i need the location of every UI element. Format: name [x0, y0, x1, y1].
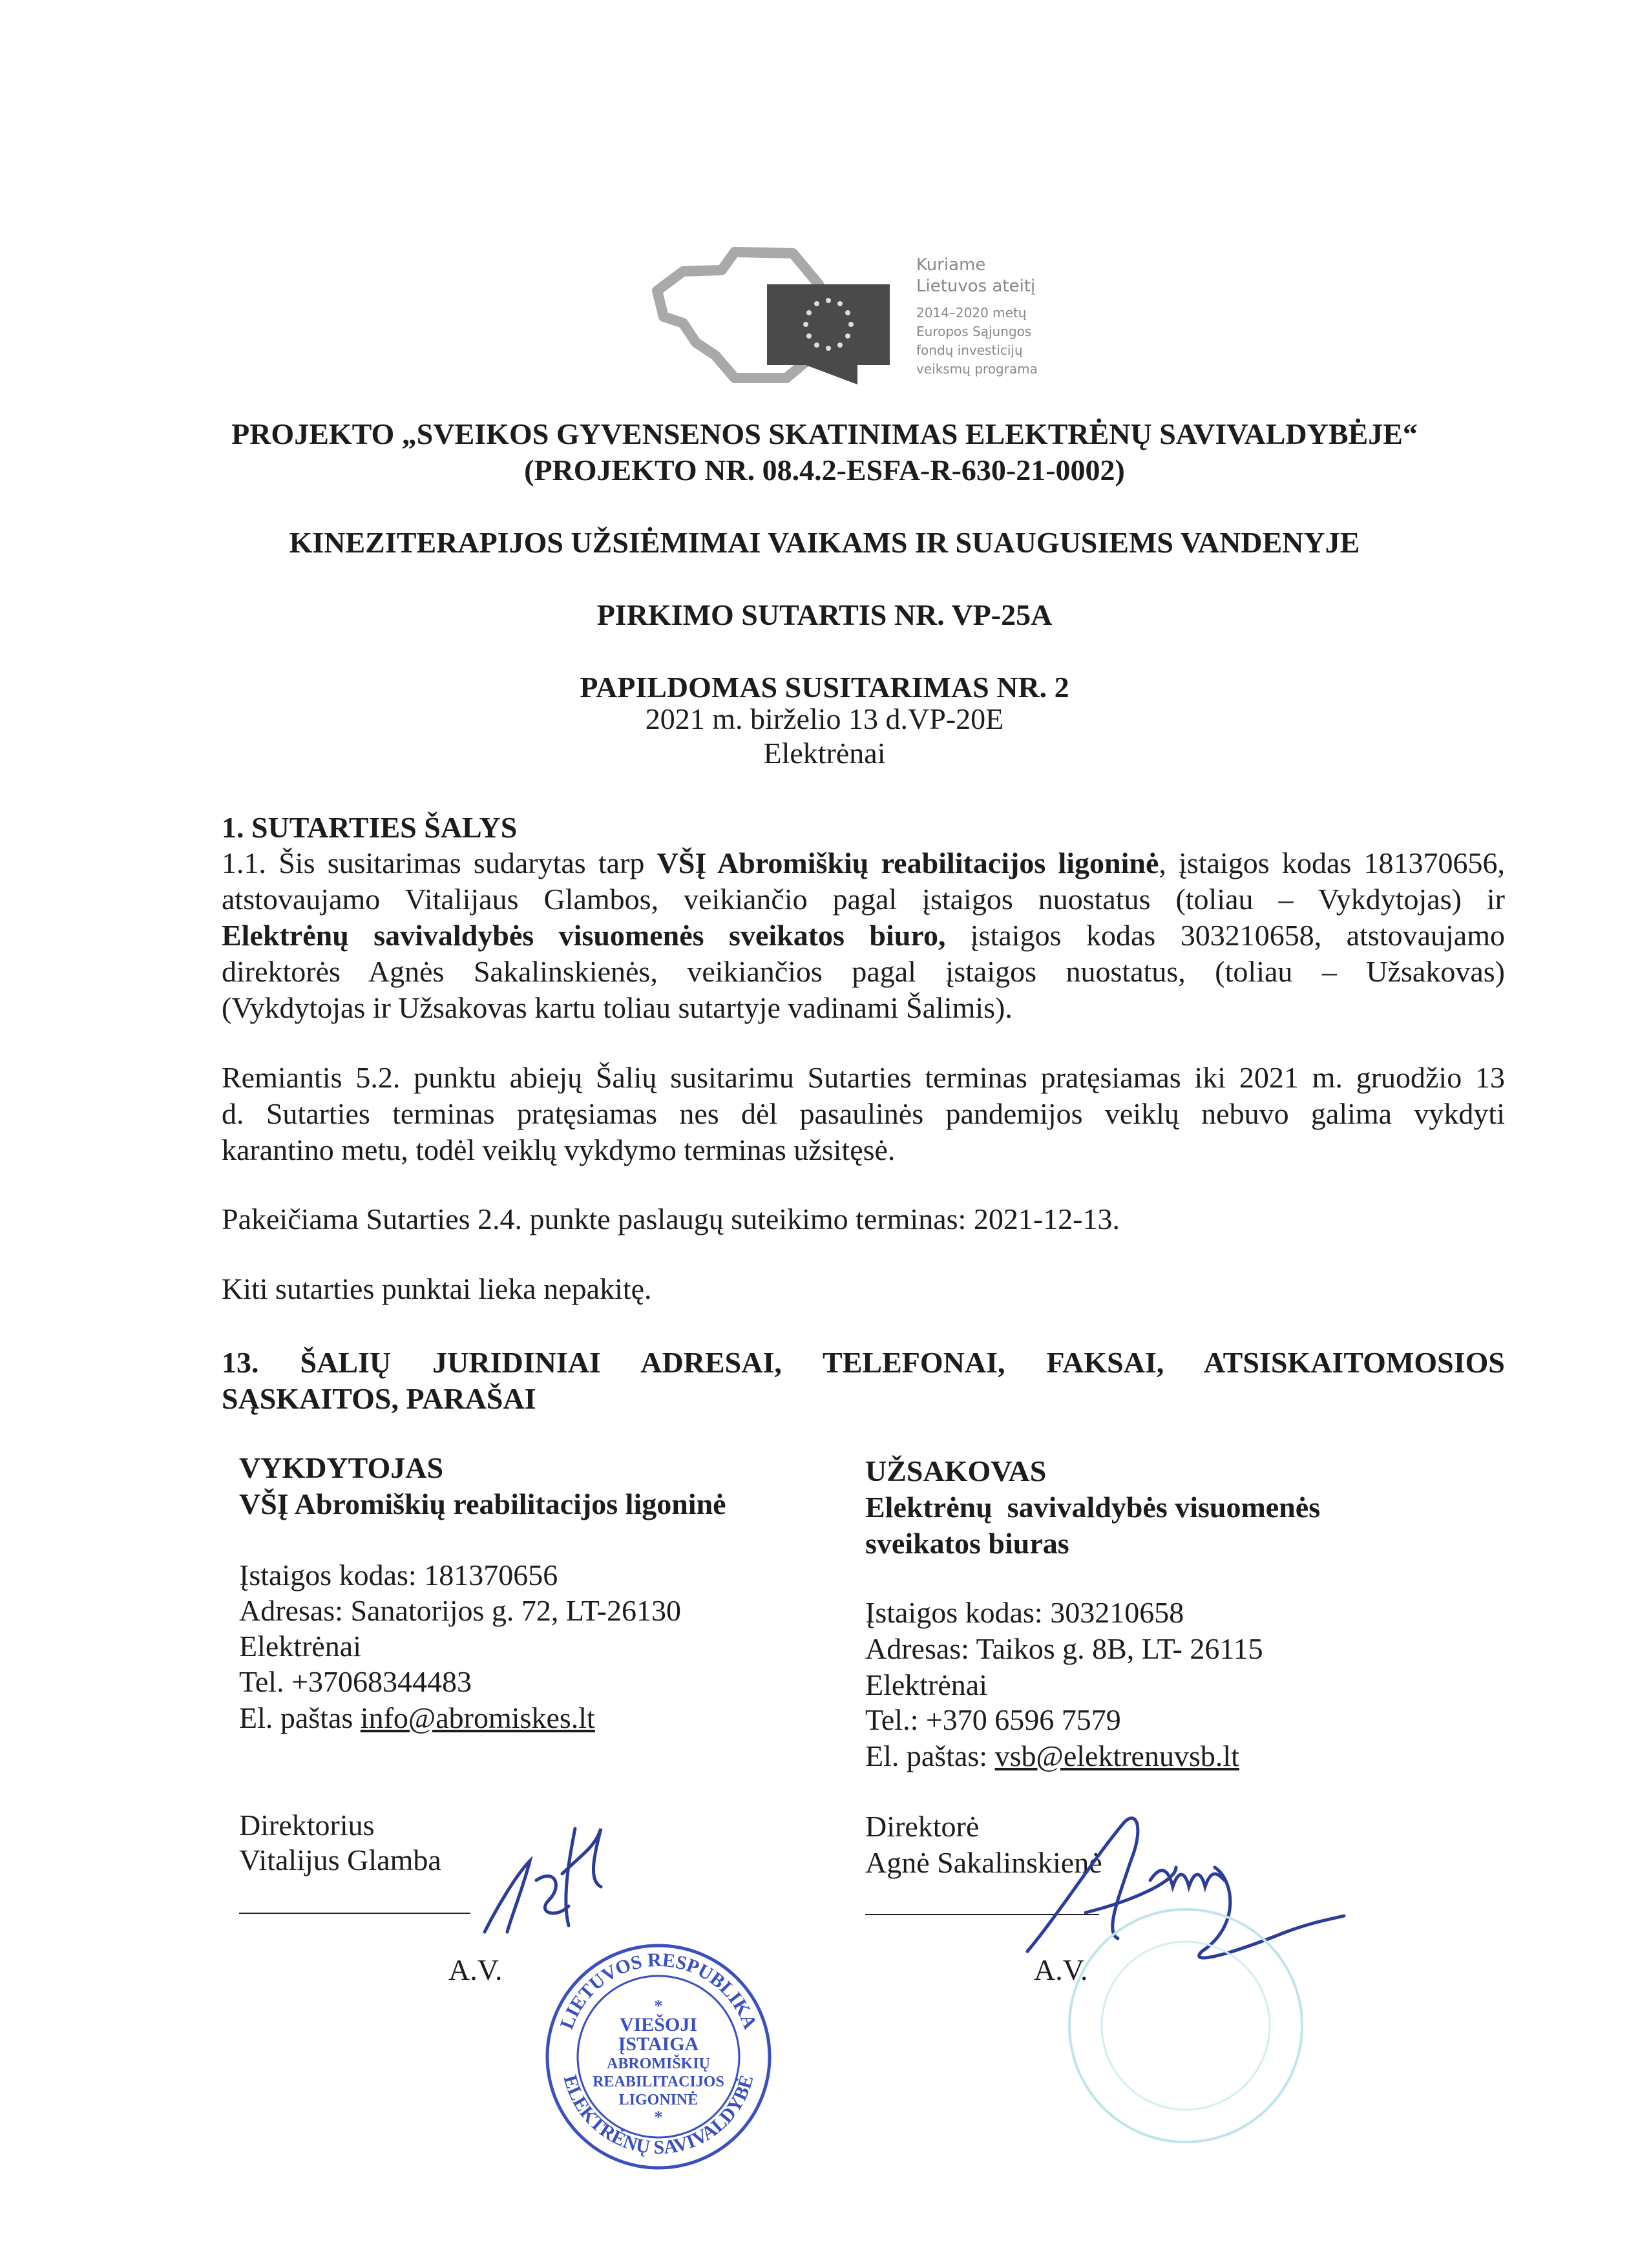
- text: d. Sutarties terminas pratęsiamas nes dėl pasaulinės pandemijos veiklų nebuvo galima vykdyti: [222, 1097, 1505, 1130]
- stamp-outer-top: LIETUVOS RESPUBLIKA: [556, 1949, 761, 2032]
- logo-text-4: Europos Sąjungos: [916, 324, 1032, 339]
- executor-title: Direktorius: [239, 1809, 375, 1842]
- remaining-paragraph: Kiti sutarties punktai lieka nepakitę.: [222, 1272, 652, 1305]
- text: 1.1. Šis susitarimas sudarytas tarp: [222, 846, 657, 879]
- executor-signer: Vitalijus Glamba: [239, 1843, 441, 1876]
- logo-text-3: 2014–2020 metų: [916, 305, 1027, 320]
- change-paragraph: Pakeičiama Sutarties 2.4. punkte paslaugų suteikimo terminas: 2021-12-13.: [222, 1202, 1120, 1235]
- paragraph-line: [222, 990, 1505, 1026]
- executor-role: VYKDYTOJAS: [239, 1451, 444, 1484]
- bold-text: Elektrėnų savivaldybės visuomenės sveikatos biuro,: [222, 919, 946, 952]
- executor-city: Elektrėnai: [239, 1630, 362, 1663]
- section1-heading: 1. SUTARTIES ŠALYS: [222, 811, 518, 844]
- customer-address: Adresas: Taikos g. 8B, LT- 26115: [865, 1632, 1263, 1665]
- text: karantino metu, todėl veiklų vykdymo terminas užsitęsė.: [222, 1133, 896, 1166]
- executor-address: Adresas: Sanatorijos g. 72, LT-26130: [239, 1594, 682, 1627]
- logo-text-2: Lietuvos ateitį: [916, 277, 1036, 296]
- customer-email-label: El. paštas:: [865, 1739, 995, 1772]
- executor-email-row: [239, 1700, 595, 1736]
- subject-title: KINEZITERAPIJOS UŽSIĖMIMAI VAIKAMS IR SUAUGUSIEMS VANDENYJE: [289, 526, 1360, 559]
- agreement-date: 2021 m. birželio 13 d.VP-20E: [645, 702, 1004, 735]
- executor-stamp-label: A.V.: [448, 1953, 503, 1986]
- customer-stamp-label: A.V.: [1034, 1953, 1088, 1986]
- faint-customer-stamp-icon: [1063, 1903, 1308, 2148]
- text: atstovaujamo Vitalijaus Glambos, veikiančio pagal įstaigos nuostatus (toliau – Vykdytojas) ir: [222, 883, 1505, 916]
- paragraph-line: [222, 1132, 1505, 1168]
- text: Remiantis 5.2. punktu abiejų Šalių susitarimu Sutarties terminas pratęsiamas iki 2021 m. gruodžio 13: [222, 1061, 1505, 1094]
- customer-title: Direktorė: [865, 1810, 980, 1843]
- bold-text: VŠĮ Abromiškių reabilitacijos ligoninė: [656, 846, 1159, 879]
- paragraph-line: [222, 954, 1505, 990]
- customer-city: Elektrėnai: [865, 1668, 988, 1701]
- customer-email-link[interactable]: vsb@elektrenuvsb.lt: [994, 1739, 1239, 1772]
- executor-signature-icon: [472, 1803, 633, 1951]
- customer-name-line1: Elektrėnų savivaldybės visuomenės: [865, 1491, 1321, 1524]
- customer-name-line2: sveikatos biuras: [865, 1527, 1069, 1560]
- project-number: (PROJEKTO NR. 08.4.2-ESFA-R-630-21-0002): [524, 454, 1125, 487]
- paragraph-line: [222, 1060, 1505, 1096]
- stamp-line4: REABILITACIJOS: [593, 2074, 724, 2090]
- executor-phone: Tel. +37068344483: [239, 1665, 472, 1698]
- paragraph-line: [222, 918, 1505, 954]
- customer-email-row: [865, 1738, 1239, 1774]
- logo-text-1: Kuriame: [916, 255, 986, 275]
- agreement-title: PAPILDOMAS SUSITARIMAS NR. 2: [580, 671, 1069, 704]
- bold-text: SĄSKAITOS, PARAŠAI: [222, 1382, 536, 1415]
- executor-code: Įstaigos kodas: 181370656: [239, 1559, 558, 1591]
- customer-role: UŽSAKOVAS: [865, 1454, 1047, 1487]
- stamp-line2: ĮSTAIGA: [618, 2033, 699, 2055]
- stamp-line3: ABROMIŠKIŲ: [606, 2055, 711, 2072]
- customer-code: Įstaigos kodas: 303210658: [865, 1596, 1184, 1629]
- paragraph-line: [222, 881, 1505, 918]
- executor-name: VŠĮ Abromiškių reabilitacijos ligoninė: [239, 1487, 726, 1520]
- executor-email-link[interactable]: info@abromiskes.lt: [360, 1701, 595, 1734]
- executor-email-label: El. paštas: [239, 1701, 361, 1734]
- paragraph-line: [222, 1381, 1505, 1417]
- customer-signer: Agnė Sakalinskienė: [865, 1846, 1102, 1879]
- project-title: PROJEKTO „SVEIKOS GYVENSENOS SKATINIMAS ELEKTRĖNŲ SAVIVALDYBĖJE“: [231, 417, 1418, 450]
- agreement-place: Elektrėnai: [763, 737, 886, 770]
- official-stamp-icon: [542, 1940, 775, 2173]
- paragraph-line: [222, 1096, 1505, 1132]
- stamp-line5: LIGONINĖ: [618, 2092, 698, 2108]
- contract-title: PIRKIMO SUTARTIS NR. VP-25A: [596, 598, 1053, 631]
- text: įstaigos kodas 303210658, atstovaujamo: [945, 919, 1505, 952]
- customer-phone: Tel.: +370 6596 7579: [865, 1703, 1121, 1736]
- paragraph-line: [222, 845, 1505, 881]
- stamp-line1: VIEŠOJI: [619, 2014, 698, 2035]
- logo-text-6: veiksmų programa: [916, 361, 1038, 377]
- paragraph-line: [222, 1345, 1505, 1381]
- stamp-outer-bottom: ELEKTRĖNŲ SAVIVALDYBĖ: [559, 2072, 758, 2159]
- text: , įstaigos kodas 181370656,: [1159, 846, 1505, 879]
- stamp-star-bottom-icon: *: [654, 2108, 663, 2126]
- executor-signature-line: [239, 1913, 470, 1914]
- logo-text-5: fondų investicijų: [916, 342, 1023, 358]
- bold-text: 13. ŠALIŲ JURIDINIAI ADRESAI, TELEFONAI, FAKSAI, ATSISKAITOMOSIOS: [222, 1346, 1505, 1379]
- text: direktorės Agnės Sakalinskienės, veikiančios pagal įstaigos nuostatus, (toliau – Užsakovas): [222, 955, 1505, 988]
- stamp-star-top-icon: *: [654, 1997, 663, 2015]
- text: (Vykdytojas ir Užsakovas kartu toliau sutartyje vadinami Šalimis).: [222, 991, 1013, 1024]
